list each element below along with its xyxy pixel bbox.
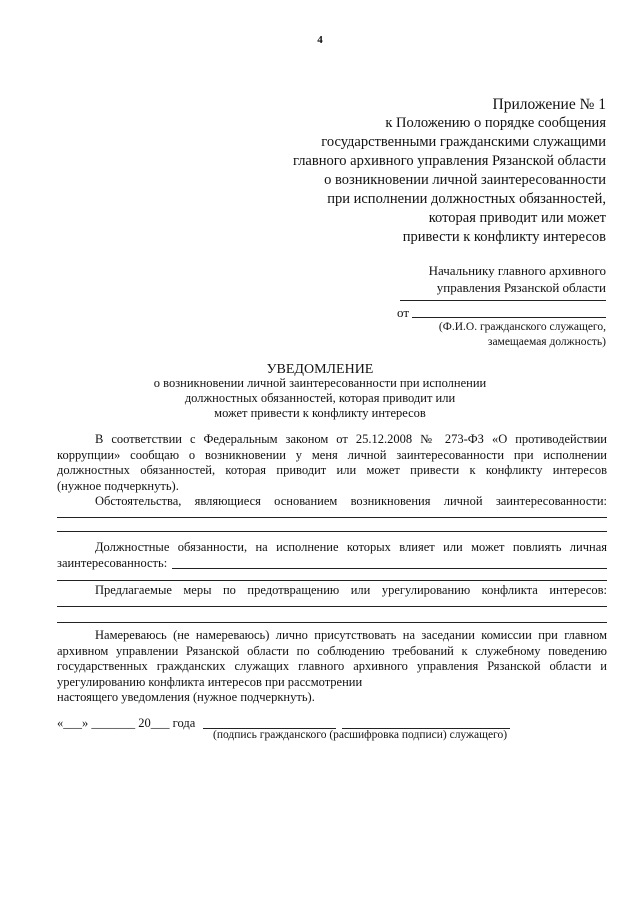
- paragraph-duties: [57, 540, 607, 571]
- hint-line: (Ф.И.О. гражданского служащего,: [438, 321, 606, 333]
- text-line: Должностные обязанности, на исполнение которых влияет или может повлиять личная: [95, 540, 607, 554]
- paragraph-circumstances: [57, 494, 607, 510]
- date-day[interactable]: «___»: [57, 716, 89, 730]
- appendix-line: главного архивного управления Рязанской области: [292, 153, 606, 169]
- appendix-line: привести к конфликту интересов: [402, 229, 606, 245]
- measures-blank-line[interactable]: [57, 622, 607, 623]
- circumstances-blank-line[interactable]: [57, 531, 607, 532]
- text-line: должностных обязанностей, которая приводит или может привести к конфликту интересов: [57, 463, 607, 477]
- paragraph-measures: [57, 583, 607, 599]
- subtitle-line: о возникновении личной заинтересованности при исполнении: [153, 376, 487, 390]
- appendix-block: [293, 95, 606, 247]
- paragraph-law-reference: [57, 432, 607, 494]
- text-line: В соответствии с Федеральным законом от 25.12.2008 № 273-ФЗ «О противодействии: [95, 432, 607, 446]
- appendix-line: которая приводит или может: [428, 210, 606, 226]
- duties-blank-line[interactable]: [172, 568, 607, 569]
- appendix-line: государственными гражданскими служащими: [321, 134, 606, 150]
- appendix-title: Приложение № 1: [492, 96, 606, 113]
- addressee-hint: [439, 320, 606, 350]
- date-month[interactable]: _______: [91, 716, 136, 730]
- text-line: заинтересованность:: [57, 555, 168, 570]
- addressee-block: [429, 262, 606, 296]
- notice-title: УВЕДОМЛЕНИЕ: [266, 362, 374, 377]
- appendix-line: к Положению о порядке сообщения: [385, 115, 606, 131]
- addressee-line: управления Рязанской области: [436, 280, 606, 295]
- date-line: [57, 716, 195, 731]
- notice-subtitle: [0, 376, 640, 421]
- hint-line: замещаемая должность): [487, 336, 606, 348]
- addressee-line: Начальнику главного архивного: [428, 263, 606, 278]
- appendix-line: о возникновении личной заинтересованности: [324, 172, 606, 188]
- text-line: Намереваюсь (не намереваюсь) лично присутствовать на заседании комиссии при главном: [95, 628, 607, 642]
- addressee-blank-line[interactable]: [400, 300, 606, 301]
- signature-caption: (подпись гражданского (расшифровка подписи) служащего): [213, 729, 508, 741]
- duties-blank-line[interactable]: [57, 580, 607, 581]
- text-line: государственных гражданских служащих главного архивного управления Рязанской области и: [57, 659, 607, 673]
- text-line: архивном управлении Рязанской области по соблюдению требований к служебному поведению: [57, 643, 607, 658]
- text-line: Обстоятельства, являющиеся основанием возникновения личной заинтересованности:: [95, 494, 607, 508]
- text-line: Предлагаемые меры по предотвращению или урегулированию конфликта интересов:: [95, 583, 607, 597]
- measures-blank-line[interactable]: [57, 606, 607, 607]
- circumstances-blank-line[interactable]: [57, 517, 607, 518]
- page-number: 4: [317, 34, 323, 46]
- text-line: коррупции» сообщаю о возникновении у меня личной заинтересованности при исполнении: [57, 447, 607, 462]
- text-line: настоящего уведомления (нужное подчеркнуть).: [57, 690, 315, 704]
- text-line: урегулированию конфликта интересов при рассмотрении: [57, 674, 363, 689]
- date-year[interactable]: 20___: [138, 716, 170, 730]
- year-word: года: [172, 716, 196, 730]
- appendix-line: при исполнении должностных обязанностей,: [327, 191, 606, 207]
- from-label: от: [397, 305, 410, 320]
- subtitle-line: должностных обязанностей, которая приводит или: [184, 391, 456, 405]
- from-blank-line[interactable]: [412, 317, 606, 318]
- text-line: (нужное подчеркнуть).: [57, 478, 179, 493]
- subtitle-line: может привести к конфликту интересов: [214, 406, 426, 420]
- paragraph-attendance: [57, 628, 607, 706]
